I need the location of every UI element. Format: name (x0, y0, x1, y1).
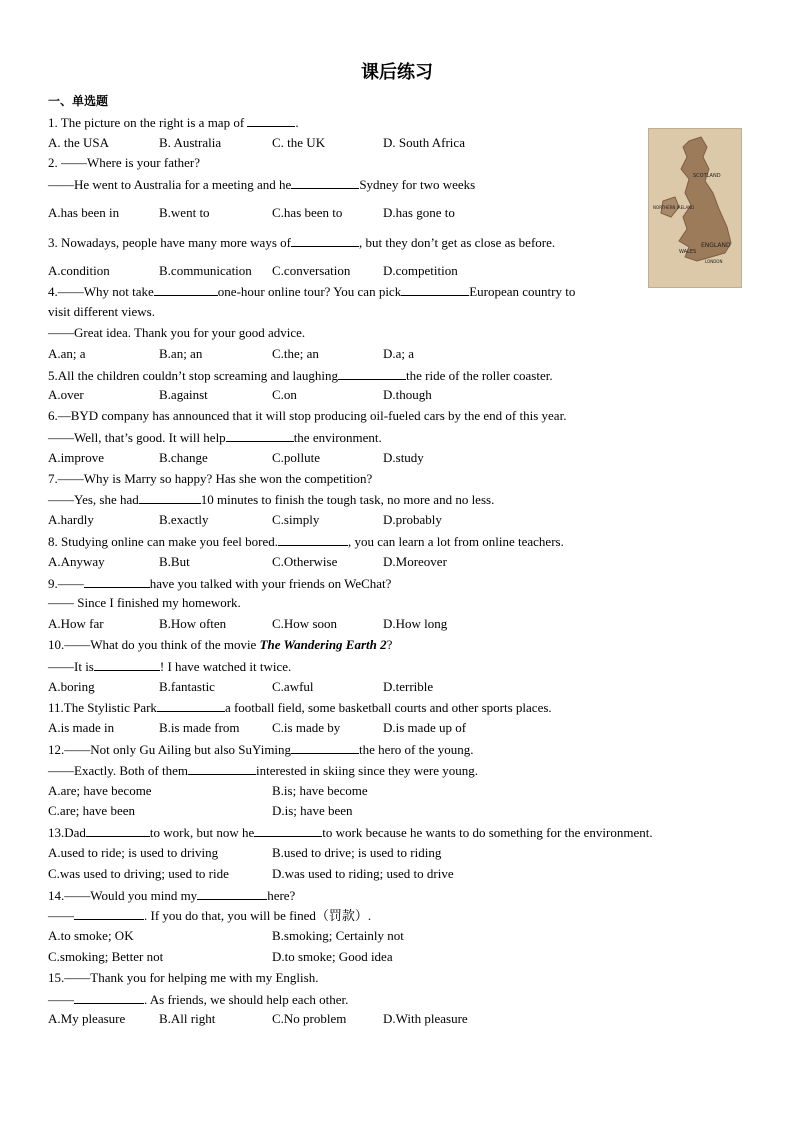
movie-title: The Wandering Earth 2 (259, 637, 387, 652)
answer-blank[interactable] (74, 907, 144, 920)
option-c[interactable]: C.awful (272, 679, 314, 694)
option-c[interactable]: C.pollute (272, 450, 321, 465)
option-a[interactable]: A.is made in (48, 720, 115, 735)
option-b[interactable]: B. Australia (159, 135, 222, 150)
question-text: . (295, 115, 299, 130)
option-c[interactable]: C.How soon (272, 616, 338, 631)
option-b[interactable]: B.is; have become (272, 783, 368, 798)
question-text: 11.The Stylistic Park (48, 700, 157, 715)
question-4 (48, 283, 575, 300)
question-1 (48, 114, 299, 131)
option-d[interactable]: D.though (383, 387, 432, 402)
map-label-london: LONDON (705, 259, 723, 264)
option-a[interactable]: A.How far (48, 616, 104, 631)
option-b[interactable]: B.went to (159, 205, 210, 220)
question-8 (48, 533, 564, 550)
option-b[interactable]: B.change (159, 450, 208, 465)
option-d[interactable]: D.a; a (383, 346, 415, 361)
answer-blank[interactable] (291, 176, 359, 189)
question-text: to work, but now he (149, 825, 255, 840)
question-5 (48, 367, 553, 384)
option-a[interactable]: A.over (48, 387, 84, 402)
question-text: , you can learn a lot from online teachers. (347, 534, 564, 549)
option-c[interactable]: C.No problem (272, 1011, 347, 1026)
section-heading: 一、单选题 (48, 94, 109, 108)
question-text: 8. Studying online can make you feel bored. (48, 534, 278, 549)
option-d[interactable]: D.Moreover (383, 554, 447, 569)
option-d[interactable]: D.study (383, 450, 424, 465)
question-14-reply (48, 907, 371, 924)
answer-blank[interactable] (226, 429, 294, 442)
question-text: 14.——Would you mind my (48, 888, 198, 903)
uk-map-image (648, 128, 742, 288)
answer-blank[interactable] (84, 575, 150, 588)
question-text: here? (267, 888, 296, 903)
answer-blank[interactable] (188, 762, 256, 775)
option-c[interactable]: C.is made by (272, 720, 341, 735)
map-label-scotland: SCOTLAND (693, 173, 721, 179)
option-b[interactable]: B.exactly (159, 512, 209, 527)
page-title: 课后练习 (361, 62, 433, 83)
option-c[interactable]: C.Otherwise (272, 554, 338, 569)
question-text: 9.—— (48, 576, 84, 591)
answer-blank[interactable] (86, 824, 150, 837)
option-b[interactable]: B.smoking; Certainly not (272, 928, 404, 943)
question-9 (48, 575, 391, 592)
question-4-reply: ——Great idea. Thank you for your good advice. (48, 325, 306, 340)
question-11 (48, 699, 552, 716)
option-b[interactable]: B.is made from (159, 720, 240, 735)
question-15-reply (48, 991, 348, 1008)
option-d[interactable]: D.terrible (383, 679, 434, 694)
question-text: 5.All the children couldn’t stop screaming and laughing (48, 368, 339, 383)
option-c[interactable]: C.simply (272, 512, 320, 527)
question-text: 10 minutes to finish the tough task, no more and no less. (200, 492, 495, 507)
question-text: ——It is (48, 659, 94, 674)
question-text: a football field, some basketball courts and other sports places. (224, 700, 552, 715)
question-6: 6.—BYD company has announced that it will stop producing oil-fueled cars by the end of this year. (48, 408, 567, 423)
question-text: 4.——Why not take (48, 284, 154, 299)
option-d[interactable]: D.With pleasure (383, 1011, 468, 1026)
option-a[interactable]: A.hardly (48, 512, 94, 527)
option-c[interactable]: C.on (272, 387, 297, 402)
question-2-reply (48, 176, 475, 193)
option-d[interactable]: D.was used to riding; used to drive (272, 866, 454, 881)
answer-blank[interactable] (247, 114, 295, 127)
question-text: 12.——Not only Gu Ailing but also SuYiming (48, 742, 292, 757)
answer-blank[interactable] (94, 658, 160, 671)
question-text: 3. Nowadays, people have many more ways of (48, 235, 291, 250)
question-text: 13.Dad (48, 825, 86, 840)
option-a[interactable]: A.improve (48, 450, 104, 465)
answer-blank[interactable] (157, 699, 225, 712)
option-c[interactable]: C.smoking; Better not (48, 949, 164, 964)
option-a[interactable]: A.My pleasure (48, 1011, 126, 1026)
question-text: ? (386, 637, 393, 652)
option-a[interactable]: A.used to ride; is used to driving (48, 845, 219, 860)
option-d[interactable]: D.competition (383, 263, 458, 278)
option-b[interactable]: B.fantastic (159, 679, 215, 694)
question-7: 7.——Why is Marry so happy? Has she won the competition? (48, 471, 373, 486)
question-text: interested in skiing since they were young. (255, 763, 478, 778)
option-c[interactable]: C.are; have been (48, 803, 135, 818)
question-text: —— (48, 908, 74, 923)
question-text: 1. The picture on the right is a map of (48, 115, 248, 130)
answer-blank[interactable] (291, 234, 359, 247)
question-12-reply (48, 762, 478, 779)
answer-blank[interactable] (291, 741, 359, 754)
question-text: . As friends, we should help each other. (144, 992, 349, 1007)
option-a[interactable]: A. the USA (48, 135, 110, 150)
answer-blank[interactable] (401, 283, 469, 296)
question-text: ——Well, that’s good. It will help (48, 430, 226, 445)
question-text: ——He went to Australia for a meeting and he (48, 177, 292, 192)
option-c[interactable]: C.has been to (272, 205, 343, 220)
option-b[interactable]: B.But (159, 554, 190, 569)
answer-blank[interactable] (254, 824, 322, 837)
option-a[interactable]: A.an; a (48, 346, 86, 361)
question-9-reply: —— Since I finished my homework. (48, 595, 241, 610)
question-text: to work because he wants to do something for the environment. (322, 825, 653, 840)
option-b[interactable]: B.All right (159, 1011, 216, 1026)
option-a[interactable]: A.to smoke; OK (48, 928, 134, 943)
option-d[interactable]: D.How long (383, 616, 448, 631)
question-12 (48, 741, 474, 758)
option-c[interactable]: C.was used to driving; used to ride (48, 866, 229, 881)
answer-blank[interactable] (278, 533, 348, 546)
option-d[interactable]: D. South Africa (383, 135, 465, 150)
option-a[interactable]: A.condition (48, 263, 110, 278)
question-7-reply (48, 491, 494, 508)
option-d[interactable]: D.probably (383, 512, 442, 527)
option-d[interactable]: D.to smoke; Good idea (272, 949, 393, 964)
question-10 (48, 637, 392, 653)
question-text: one-hour online tour? You can pick (217, 284, 402, 299)
question-6-reply (48, 429, 382, 446)
option-b[interactable]: B.used to drive; is used to riding (272, 845, 442, 860)
question-text: Sydney for two weeks (359, 177, 476, 192)
question-text: the environment. (293, 430, 382, 445)
answer-blank[interactable] (154, 283, 218, 296)
question-2: 2. ——Where is your father? (48, 155, 200, 170)
option-d[interactable]: D.is made up of (383, 720, 467, 735)
option-a[interactable]: A.has been in (48, 205, 120, 220)
question-text: —— (48, 992, 74, 1007)
question-text: ! I have watched it twice. (159, 659, 292, 674)
question-3 (48, 234, 555, 251)
question-text: ——Exactly. Both of them (48, 763, 188, 778)
option-d[interactable]: D.has gone to (383, 205, 455, 220)
question-text: have you talked with your friends on WeChat? (149, 576, 392, 591)
option-b[interactable]: B.communication (159, 263, 252, 278)
question-text: . If you do that, you will be fined（罚款）. (144, 908, 372, 923)
question-text: , but they don’t get as close as before. (358, 235, 556, 250)
answer-blank[interactable] (338, 367, 406, 380)
question-13 (48, 824, 653, 841)
option-a[interactable]: A.boring (48, 679, 95, 694)
question-text: the hero of the young. (359, 742, 474, 757)
option-a[interactable]: A.Anyway (48, 554, 105, 569)
map-label-wales: WALES (679, 249, 697, 255)
answer-blank[interactable] (139, 491, 201, 504)
option-c[interactable]: C.conversation (272, 263, 351, 278)
question-10-reply (48, 658, 291, 675)
option-d[interactable]: D.is; have been (272, 803, 353, 818)
option-b[interactable]: B.against (159, 387, 208, 402)
map-label-northern-ireland: NORTHERN IRELAND (653, 205, 695, 210)
answer-blank[interactable] (197, 887, 267, 900)
map-label-england: ENGLAND (701, 242, 731, 249)
question-4-cont: visit different views. (48, 304, 155, 319)
answer-blank[interactable] (74, 991, 144, 1004)
option-a[interactable]: A.are; have become (48, 783, 152, 798)
question-15: 15.——Thank you for helping me with my English. (48, 970, 319, 985)
option-b[interactable]: B.How often (159, 616, 227, 631)
question-14 (48, 887, 295, 904)
question-text: 10.——What do you think of the movie (48, 637, 260, 652)
option-c[interactable]: C. the UK (272, 135, 326, 150)
option-c[interactable]: C.the; an (272, 346, 319, 361)
question-text: the ride of the roller coaster. (406, 368, 553, 383)
option-b[interactable]: B.an; an (159, 346, 203, 361)
question-text: European country to (469, 284, 576, 299)
question-text: ——Yes, she had (48, 492, 139, 507)
